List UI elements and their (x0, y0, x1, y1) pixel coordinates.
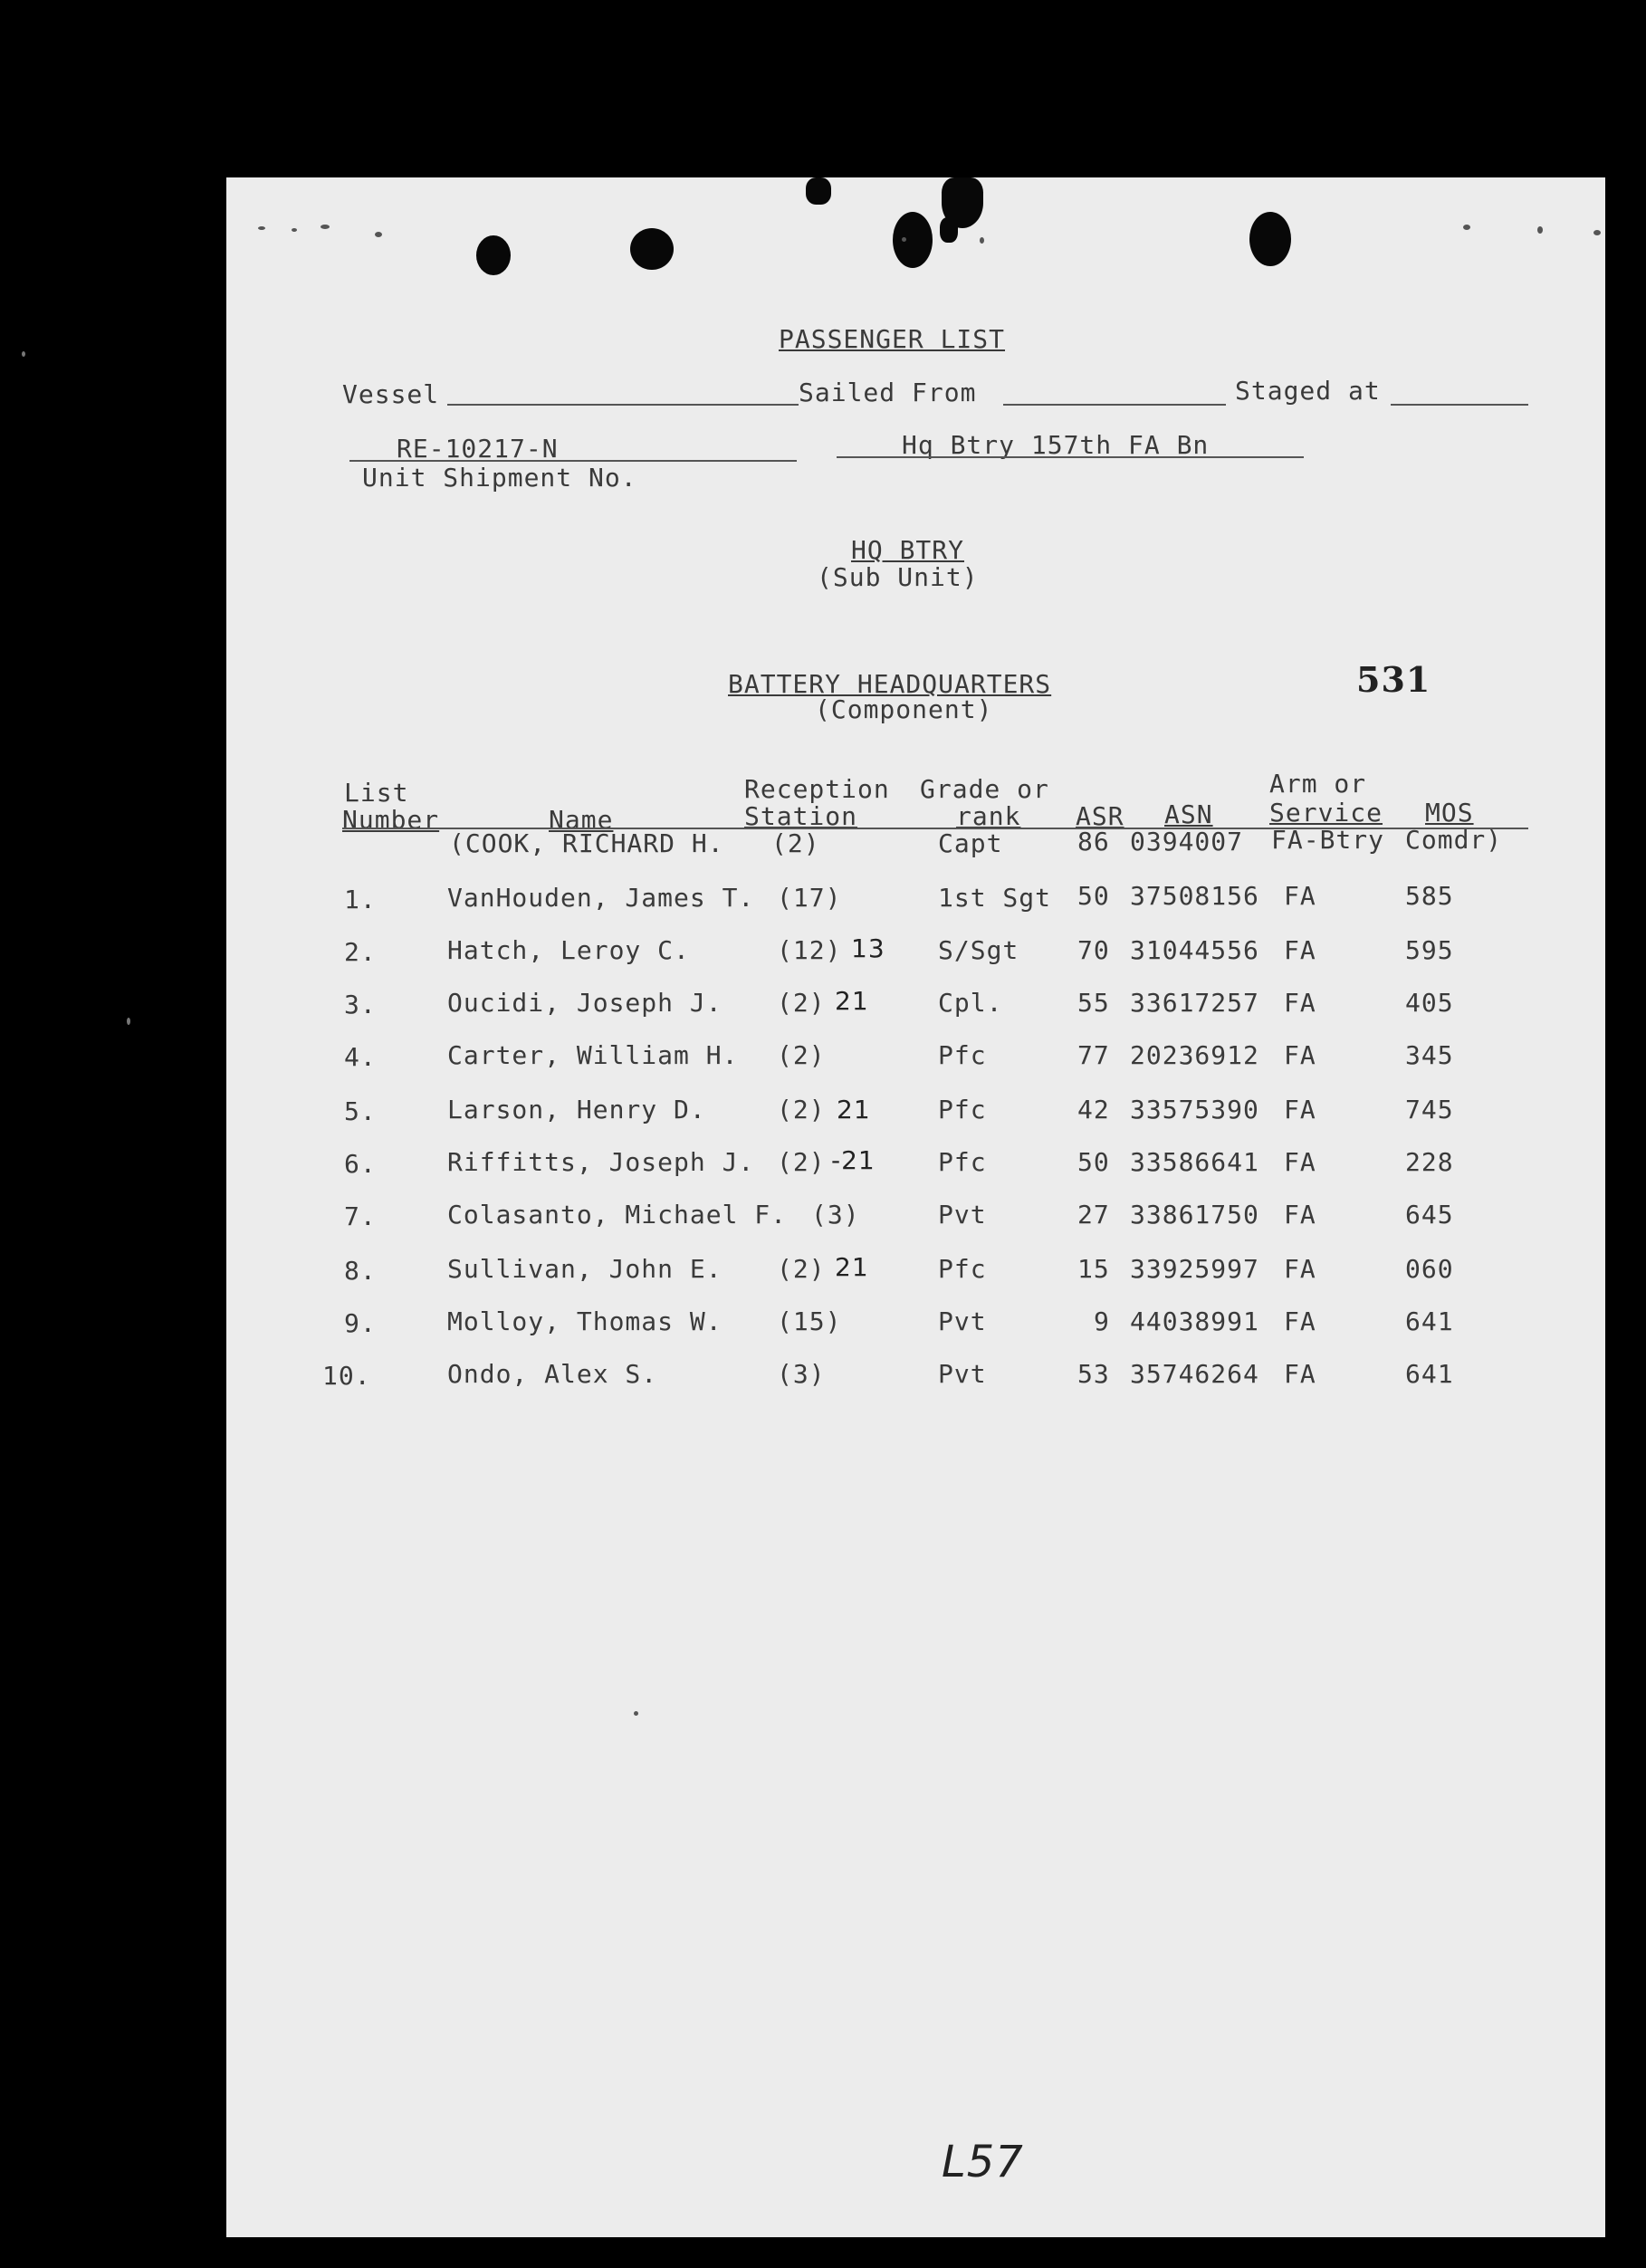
col-mos: MOS (1425, 798, 1474, 828)
row-asr: 15 (1077, 1254, 1110, 1284)
row-name: VanHouden, James T. (447, 883, 755, 913)
speck (127, 1018, 130, 1025)
row-number: 2. (344, 937, 377, 967)
row-mos: 645 (1405, 1200, 1454, 1230)
row-asr: 50 (1077, 1147, 1110, 1177)
commander-station: (2) (771, 828, 820, 858)
row-grade: 1st Sgt (938, 883, 1052, 913)
unit-blank (837, 456, 1304, 458)
row-note: 21 (835, 986, 869, 1016)
unit-shipment-blank (349, 460, 797, 462)
document-title: PASSENGER LIST (779, 324, 1006, 354)
row-mos: 595 (1405, 935, 1454, 965)
speck (902, 237, 906, 242)
row-mos: 641 (1405, 1359, 1454, 1389)
row-station: (2) (777, 988, 826, 1018)
row-station: (17) (777, 883, 842, 913)
punch-hole (476, 235, 511, 275)
row-asn: 33586641 (1130, 1147, 1259, 1177)
row-mos: 060 (1405, 1254, 1454, 1284)
row-asn: 31044556 (1130, 935, 1259, 965)
row-note: 21 (835, 1252, 869, 1282)
row-arm: FA (1284, 1306, 1316, 1336)
row-arm: FA (1284, 935, 1316, 965)
row-number: 10. (322, 1361, 371, 1391)
row-number: 4. (344, 1042, 377, 1072)
commander-arm: FA-Btry (1271, 825, 1385, 855)
commander-asn: 0394007 (1130, 827, 1244, 856)
speck (258, 226, 265, 230)
col-asr: ASR (1076, 801, 1124, 831)
sub-unit-value: HQ BTRY (851, 535, 965, 565)
row-asn: 33575390 (1130, 1095, 1259, 1124)
row-number: 8. (344, 1256, 377, 1286)
row-mos: 585 (1405, 881, 1454, 911)
row-number: 3. (344, 990, 377, 1019)
col-reception-1: Reception (744, 774, 890, 804)
sailed-from-blank (1003, 404, 1226, 406)
row-name: Carter, William H. (447, 1040, 739, 1070)
row-grade: Pfc (938, 1147, 987, 1177)
col-reception-2: Station (744, 801, 858, 831)
commander-mos: Comdr) (1405, 825, 1503, 855)
row-note: 13 (851, 933, 885, 963)
row-grade: Pvt (938, 1306, 987, 1336)
row-grade: Pfc (938, 1254, 987, 1284)
handwritten-page-number: L57 (942, 2137, 1024, 2187)
row-station: (3) (811, 1200, 860, 1230)
row-grade: Cpl. (938, 988, 1003, 1018)
col-grade-1: Grade or (920, 774, 1049, 804)
document-page (226, 177, 1605, 2237)
row-asn: 37508156 (1130, 881, 1259, 911)
row-asr: 27 (1077, 1200, 1110, 1230)
row-asr: 55 (1077, 988, 1110, 1018)
col-list-number-1: List (344, 778, 409, 808)
speck (1463, 225, 1470, 230)
col-asn: ASN (1164, 799, 1213, 829)
row-asn: 33925997 (1130, 1254, 1259, 1284)
row-asn: 20236912 (1130, 1040, 1259, 1070)
row-number: 6. (344, 1149, 377, 1179)
row-name: Molloy, Thomas W. (447, 1306, 723, 1336)
ink-blot (940, 217, 958, 243)
row-arm: FA (1284, 1147, 1316, 1177)
speck (22, 351, 25, 357)
unit-shipment-value: RE-10217-N (397, 434, 559, 464)
row-arm: FA (1284, 1254, 1316, 1284)
row-asn: 33861750 (1130, 1200, 1259, 1230)
row-mos: 641 (1405, 1306, 1454, 1336)
sailed-from-label: Sailed From (799, 378, 977, 407)
col-grade-2: rank (956, 801, 1021, 831)
row-arm: FA (1284, 1095, 1316, 1124)
row-arm: FA (1284, 988, 1316, 1018)
col-arm-1: Arm or (1269, 769, 1367, 799)
staged-at-label: Staged at (1235, 376, 1381, 406)
row-asr: 42 (1077, 1095, 1110, 1124)
speck (1593, 230, 1601, 235)
row-asr: 9 (1094, 1306, 1110, 1336)
row-name: Colasanto, Michael F. (447, 1200, 788, 1230)
row-name: Riffitts, Joseph J. (447, 1147, 755, 1177)
col-arm-2: Service (1269, 798, 1383, 828)
row-arm: FA (1284, 1040, 1316, 1070)
row-asn: 44038991 (1130, 1306, 1259, 1336)
row-arm: FA (1284, 1200, 1316, 1230)
commander-asr: 86 (1077, 827, 1110, 856)
row-asr: 77 (1077, 1040, 1110, 1070)
row-name: Hatch, Leroy C. (447, 935, 690, 965)
unit-value: Hq Btry 157th FA Bn (902, 430, 1210, 460)
page-stamp: 531 (1356, 659, 1431, 700)
row-asr: 53 (1077, 1359, 1110, 1389)
row-station: (2) (777, 1095, 826, 1124)
row-name: Ondo, Alex S. (447, 1359, 658, 1389)
row-grade: S/Sgt (938, 935, 1019, 965)
row-station: (15) (777, 1306, 842, 1336)
row-asr: 50 (1077, 881, 1110, 911)
row-mos: 228 (1405, 1147, 1454, 1177)
row-grade: Pfc (938, 1095, 987, 1124)
speck (292, 228, 297, 232)
vessel-blank (447, 404, 799, 406)
row-station: (3) (777, 1359, 826, 1389)
col-name: Name (549, 805, 614, 835)
row-number: 9. (344, 1308, 377, 1338)
ink-blot (806, 177, 831, 205)
row-station: (2) (777, 1040, 826, 1070)
row-asn: 33617257 (1130, 988, 1259, 1018)
punch-hole (893, 212, 933, 268)
sub-unit-label: (Sub Unit) (817, 562, 979, 592)
row-number: 1. (344, 885, 377, 914)
row-mos: 405 (1405, 988, 1454, 1018)
commander-grade: Capt (938, 828, 1003, 858)
unit-shipment-label: Unit Shipment No. (362, 463, 637, 493)
staged-at-blank (1391, 404, 1528, 406)
row-name: Oucidi, Joseph J. (447, 988, 723, 1018)
row-name: Larson, Henry D. (447, 1095, 706, 1124)
row-number: 5. (344, 1096, 377, 1126)
component-label: (Component) (815, 694, 993, 724)
speck (634, 1711, 638, 1716)
row-grade: Pvt (938, 1359, 987, 1389)
row-note: 21 (837, 1095, 871, 1124)
vessel-label: Vessel (342, 379, 440, 409)
col-list-number-2: Number (342, 805, 440, 835)
row-asr: 70 (1077, 935, 1110, 965)
commander-name: (COOK, RICHARD H. (449, 828, 724, 858)
speck (980, 237, 984, 244)
row-grade: Pvt (938, 1200, 987, 1230)
row-station: (2) (777, 1147, 826, 1177)
speck (1537, 226, 1543, 234)
row-mos: 345 (1405, 1040, 1454, 1070)
row-station: (2) (777, 1254, 826, 1284)
row-station: (12) (777, 935, 842, 965)
punch-hole (1249, 212, 1291, 266)
component-value: BATTERY HEADQUARTERS (728, 669, 1052, 699)
punch-hole (630, 228, 674, 270)
row-arm: FA (1284, 881, 1316, 911)
row-mos: 745 (1405, 1095, 1454, 1124)
row-grade: Pfc (938, 1040, 987, 1070)
row-name: Sullivan, John E. (447, 1254, 723, 1284)
row-arm: FA (1284, 1359, 1316, 1389)
row-number: 7. (344, 1201, 377, 1231)
speck (321, 225, 330, 229)
row-note: -21 (831, 1145, 876, 1175)
speck (375, 232, 382, 237)
row-asn: 35746264 (1130, 1359, 1259, 1389)
